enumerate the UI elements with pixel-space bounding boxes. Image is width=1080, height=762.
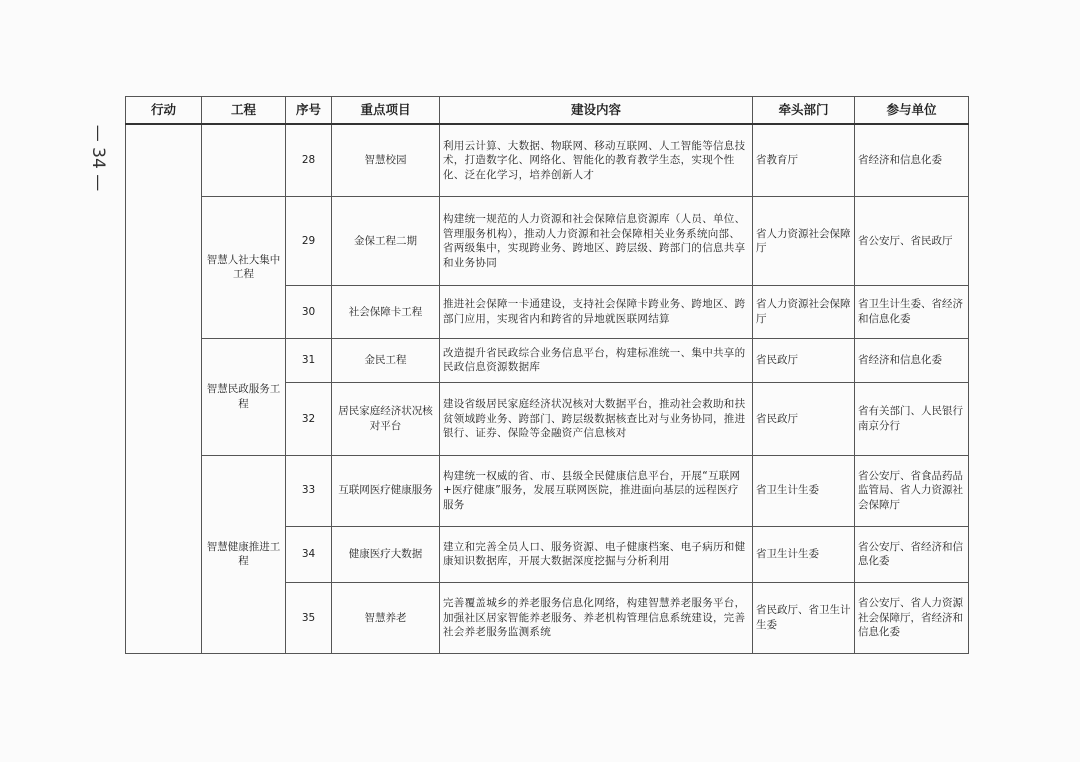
participants-cell: 省卫生计生委、省经济和信息化委 (855, 286, 969, 339)
content-cell: 建立和完善全员人口、服务资源、电子健康档案、电子病历和健康知识数据库，开展大数据深度挖掘与分析利用 (440, 526, 753, 583)
content-cell: 推进社会保障一卡通建设，支持社会保障卡跨业务、跨地区、跨部门应用，实现省内和跨省的异地就医联网结算 (440, 286, 753, 339)
participants-cell: 省公安厅、省民政厅 (855, 197, 969, 286)
header-key-item: 重点项目 (332, 97, 440, 125)
action-cell (126, 124, 202, 654)
content-cell: 完善覆盖城乡的养老服务信息化网络，构建智慧养老服务平台，加强社区居家智能养老服务、养老机构管理信息系统建设，完善社会养老服务监测系统 (440, 583, 753, 654)
participants-cell: 省公安厅、省经济和信息化委 (855, 526, 969, 583)
key-item-cell: 居民家庭经济状况核对平台 (332, 383, 440, 456)
page-number (78, 118, 118, 198)
participants-cell: 省有关部门、人民银行南京分行 (855, 383, 969, 456)
header-project: 工程 (202, 97, 286, 125)
lead-cell: 省卫生计生委 (753, 526, 855, 583)
seq-cell: 28 (286, 124, 332, 197)
participants-cell: 省经济和信息化委 (855, 124, 969, 197)
header-action: 行动 (126, 97, 202, 125)
seq-cell: 34 (286, 526, 332, 583)
lead-cell: 省教育厅 (753, 124, 855, 197)
lead-cell: 省民政厅 (753, 338, 855, 382)
key-item-cell: 智慧养老 (332, 583, 440, 654)
content-cell: 利用云计算、大数据、物联网、移动互联网、人工智能等信息技术，打造数字化、网络化、智能化的教育教学生态，实现个性化、泛在化学习，培养创新人才 (440, 124, 753, 197)
lead-cell: 省人力资源社会保障厅 (753, 286, 855, 339)
header-row (126, 97, 969, 125)
header-seq: 序号 (286, 97, 332, 125)
header-lead: 牵头部门 (753, 97, 855, 125)
table-body (126, 124, 969, 654)
key-item-cell: 金保工程二期 (332, 197, 440, 286)
table-row (126, 455, 969, 526)
key-item-cell: 金民工程 (332, 338, 440, 382)
table-row (126, 197, 969, 286)
participants-cell: 省公安厅、省人力资源社会保障厅，省经济和信息化委 (855, 583, 969, 654)
project-cell: 智慧人社大集中工程 (202, 197, 286, 338)
lead-cell: 省民政厅 (753, 383, 855, 456)
key-item-cell: 健康医疗大数据 (332, 526, 440, 583)
table-row (126, 124, 969, 197)
project-cell: 智慧健康推进工程 (202, 455, 286, 653)
content-cell: 改造提升省民政综合业务信息平台，构建标准统一、集中共享的民政信息资源数据库 (440, 338, 753, 382)
page-number-text: — 34 — (88, 124, 109, 192)
seq-cell: 29 (286, 197, 332, 286)
lead-cell: 省民政厅、省卫生计生委 (753, 583, 855, 654)
lead-cell: 省卫生计生委 (753, 455, 855, 526)
seq-cell: 30 (286, 286, 332, 339)
project-table (125, 96, 969, 654)
content-cell: 构建统一规范的人力资源和社会保障信息资源库（人员、单位、管理服务机构），推动人力资源和社会保障相关业务系统向部、省两级集中，实现跨业务、跨地区、跨层级、跨部门的信息共享和业务协同 (440, 197, 753, 286)
project-cell: 智慧民政服务工程 (202, 338, 286, 455)
header-content: 建设内容 (440, 97, 753, 125)
table-row (126, 338, 969, 382)
key-item-cell: 互联网医疗健康服务 (332, 455, 440, 526)
participants-cell: 省经济和信息化委 (855, 338, 969, 382)
key-item-cell: 社会保障卡工程 (332, 286, 440, 339)
seq-cell: 32 (286, 383, 332, 456)
lead-cell: 省人力资源社会保障厅 (753, 197, 855, 286)
seq-cell: 33 (286, 455, 332, 526)
seq-cell: 35 (286, 583, 332, 654)
seq-cell: 31 (286, 338, 332, 382)
header-participants: 参与单位 (855, 97, 969, 125)
project-cell (202, 124, 286, 197)
participants-cell: 省公安厅、省食品药品监管局、省人力资源社会保障厅 (855, 455, 969, 526)
key-item-cell: 智慧校园 (332, 124, 440, 197)
table-header (126, 97, 969, 125)
content-cell: 建设省级居民家庭经济状况核对大数据平台，推动社会救助和扶贫领域跨业务、跨部门、跨层级数据核查比对与业务协同，推进银行、证券、保险等金融资产信息核对 (440, 383, 753, 456)
content-cell: 构建统一权威的省、市、县级全民健康信息平台，开展“互联网+医疗健康”服务，发展互联网医院，推进面向基层的远程医疗服务 (440, 455, 753, 526)
